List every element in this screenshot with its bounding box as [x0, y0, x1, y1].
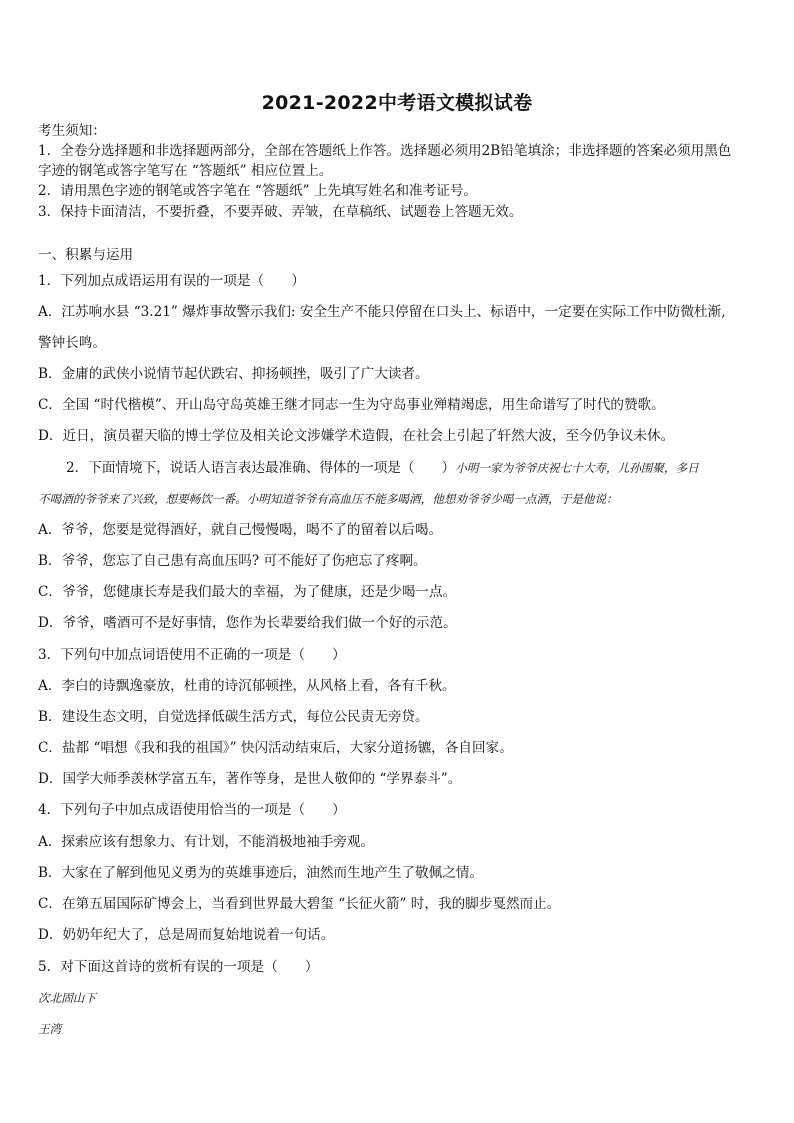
q1-option-a-cont: 警钟长鸣。 [38, 335, 106, 351]
q3-option-a: A．李白的诗飘逸豪放，杜甫的诗沉郁顿挫，从风格上看，各有千秋。 [38, 678, 456, 694]
q2-context-cont: 不喝酒的爷爷来了兴致，想要畅饮一番。小明知道爷爷有高血压不能多喝酒，他想劝爷爷少喝一点酒，于是他说： [38, 492, 618, 506]
q4-option-c: C．在第五届国际矿博会上，当看到世界最大碧玺 “长征火箭” 时，我的脚步戛然而止。 [38, 896, 561, 912]
notice-item-2: 2．请用黑色字迹的钢笔或答字笔在 “答题纸” 上先填写姓名和准考证号。 [38, 183, 478, 199]
section-heading: 一、积累与运用 [38, 247, 134, 263]
q4-option-d: D．奶奶年纪大了，总是周而复始地说着一句话。 [38, 927, 335, 943]
q1-option-b: B．金庸的武侠小说情节起伏跌宕、抑扬顿挫，吸引了广大读者。 [38, 366, 429, 382]
q3-option-d: D．国学大师季羡林学富五车，著作等身，是世人敬仰的 “学界泰斗”。 [38, 771, 462, 787]
q5-stem: 5．对下面这首诗的赏析有误的一项是（ ） [38, 959, 319, 975]
q1-option-d: D．近日，演员翟天临的博士学位及相关论文涉嫌学术造假，在社会上引起了轩然大波，至今仍争议未休。 [38, 428, 675, 444]
q2-stem: 2．下面情境下，说话人语言表达最准确、得体的一项是（ ） [66, 460, 456, 476]
q2-option-d: D．爷爷，嗜酒可不是好事情，您作为长辈要给我们做一个好的示范。 [38, 615, 457, 631]
q3-option-b: B．建设生态文明，自觉选择低碳生活方式，每位公民责无旁贷。 [38, 709, 429, 725]
q2-option-a: A．爷爷，您要是觉得酒好，就自己慢慢喝，喝不了的留着以后喝。 [38, 522, 443, 538]
q1-option-c: C．全国 “时代楷模”、开山岛守岛英雄王继才同志一生为守岛事业殚精竭虑，用生命谱写了时代的赞歌。 [38, 397, 665, 413]
q2-context: 小明一家为爷爷庆祝七十大寿，儿孙围聚，多日 [455, 461, 699, 475]
notice-item-3: 3．保持卡面清洁，不要折叠，不要弄破、弄皱，在草稿纸、试题卷上答题无效。 [38, 204, 523, 220]
page-title: 2021-2022中考语文模拟试卷 [261, 92, 533, 114]
q1-stem: 1．下列加点成语运用有误的一项是（ ） [38, 273, 305, 289]
q4-option-a: A．探索应该有想象力、有计划，不能消极地袖手旁观。 [38, 834, 375, 850]
q2-stem-line [66, 458, 758, 478]
q2-option-b: B．爷爷，您忘了自己患有高血压吗? 可不能好了伤疤忘了疼啊。 [38, 553, 427, 569]
q1-option-a: A．江苏响水县 “3.21” 爆炸事故警示我们: 安全生产不能只停留在口头上、标语中，一定要在实际工作中防微杜渐, [38, 304, 726, 320]
poem-title: 次北固山下 [38, 991, 96, 1005]
notice-heading: 考生须知： [38, 123, 106, 139]
notice-item-1: 1．全卷分选择题和非选择题两部分，全部在答题纸上作答。选择题必须用2B铅笔填涂；非选择题的答案必须用黑色 [38, 143, 732, 159]
notice-item-1-cont: 字迹的钢笔或答字笔写在 “答题纸” 相应位置上。 [38, 163, 333, 179]
poem-author: 王湾 [38, 1022, 62, 1036]
q2-option-c: C．爷爷，您健康长寿是我们最大的幸福，为了健康，还是少喝一点。 [38, 584, 457, 600]
q4-stem: 4．下列句子中加点成语使用恰当的一项是（ ） [38, 802, 346, 818]
q4-option-b: B．大家在了解到他见义勇为的英雄事迹后，油然而生地产生了敬佩之情。 [38, 865, 483, 881]
q3-stem: 3．下列句中加点词语使用不正确的一项是（ ） [38, 647, 346, 663]
q3-option-c: C．盐都 “唱想《我和我的祖国》” 快闪活动结束后，大家分道扬镳，各自回家。 [38, 740, 513, 756]
